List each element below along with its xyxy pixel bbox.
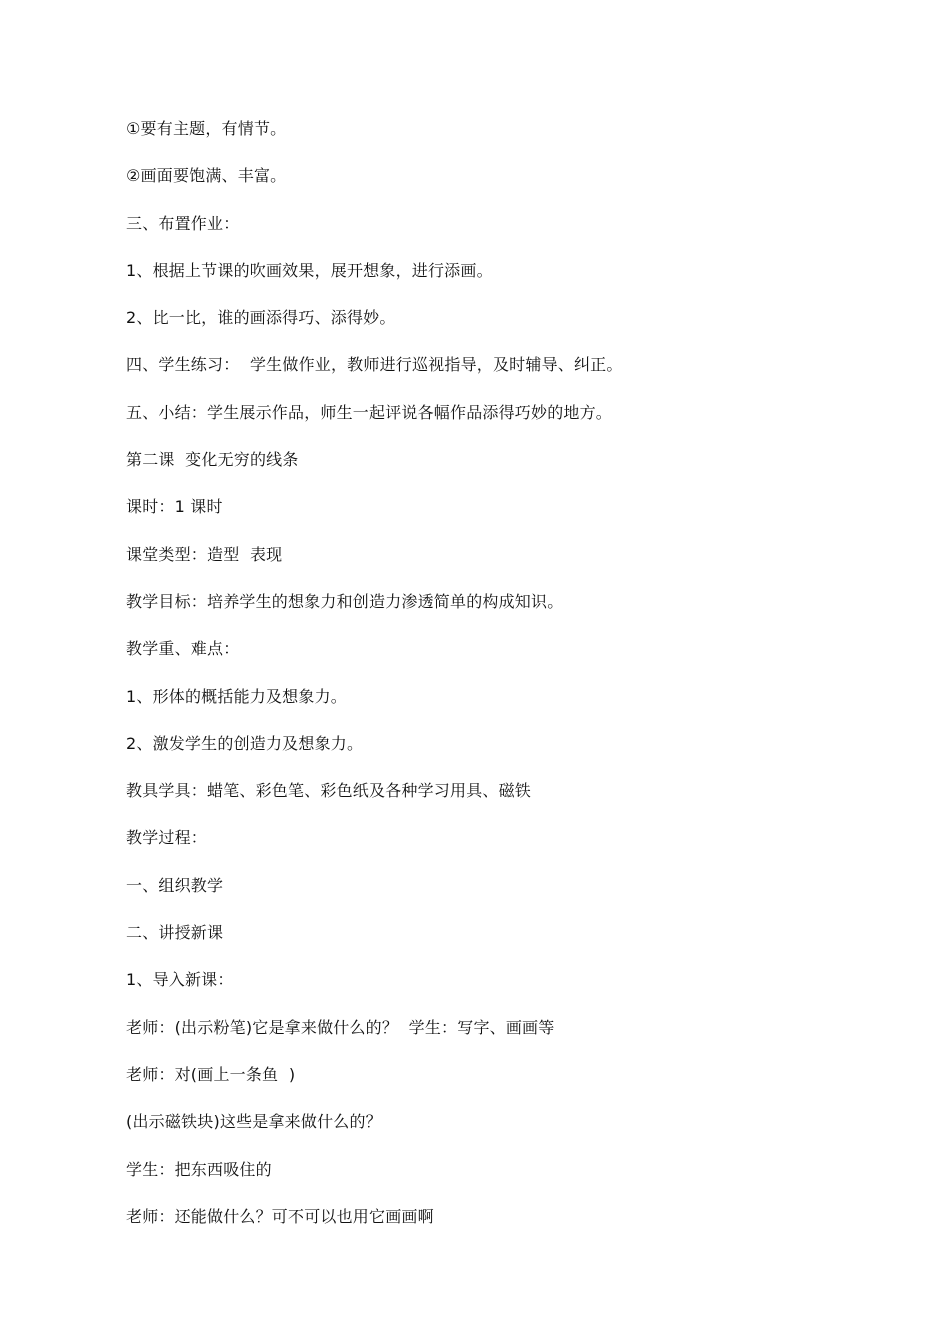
text-line: 教学重、难点： [126,639,240,659]
section-heading: 二、讲授新课 [126,923,224,943]
text-line: 教学目标：培养学生的想象力和创造力渗透简单的构成知识。 [126,591,564,611]
text-line: 2、激发学生的创造力及想象力。 [126,733,364,753]
text-line: 教学过程： [126,828,208,848]
dialogue-line: 老师：还能做什么？可不可以也用它画画啊 [126,1206,434,1226]
text-line: ①要有主题，有情节。 [126,119,287,138]
text-line: 课时：1 课时 [126,497,223,517]
dialogue-line: 学生：把东西吸住的 [126,1159,272,1179]
text-line: 1、根据上节课的吹画效果，展开想象，进行添画。 [126,260,493,280]
text-line: ②画面要饱满、丰富。 [126,166,287,186]
section-heading: 四、学生练习： 学生做作业，教师进行巡视指导，及时辅导、纠正。 [126,355,623,375]
text-line: 1、导入新课： [126,970,234,990]
dialogue-line: (出示磁铁块)这些是拿来做什么的？ [126,1112,382,1132]
dialogue-line: 老师：对(画上一条鱼 ) [126,1064,296,1084]
dialogue-line: 老师：(出示粉笔)它是拿来做什么的？ 学生：写字、画画等 [126,1017,555,1037]
text-line: 2、比一比，谁的画添得巧、添得妙。 [126,308,396,328]
text-line: 课堂类型：造型 表现 [126,544,283,564]
text-line: 1、形体的概括能力及想象力。 [126,686,347,706]
lesson-title: 第二课 变化无穷的线条 [126,450,299,470]
document-body [126,116,846,1251]
section-heading: 五、小结：学生展示作品，师生一起评说各幅作品添得巧妙的地方。 [126,402,613,422]
section-heading: 一、组织教学 [126,875,224,895]
text-line: 教具学具：蜡笔、彩色笔、彩色纸及各种学习用具、磁铁 [126,781,532,801]
section-heading: 三、布置作业： [126,213,240,233]
